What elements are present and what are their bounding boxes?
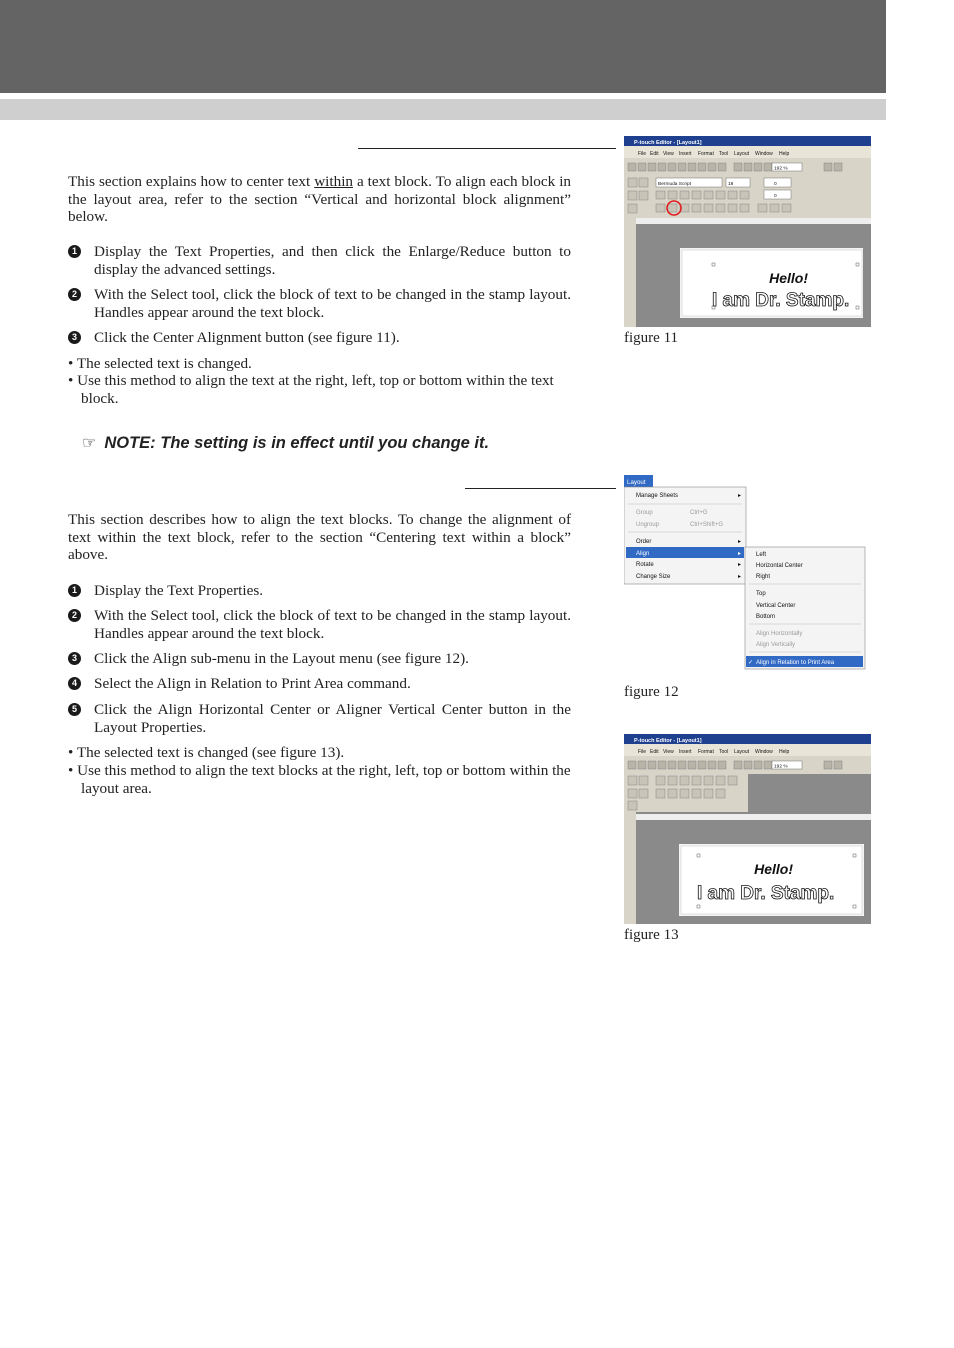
step-number-badge: 1	[68, 584, 81, 597]
section2-bullet-1: • The selected text is changed (see figure 13).	[68, 744, 345, 761]
stamp-line-2: I am Dr. Stamp.	[697, 883, 835, 904]
group-shortcut: Ctrl+G	[690, 510, 708, 516]
submenu-arrow-icon: ▸	[738, 562, 742, 568]
window-title: P-touch Editor - [Layout1]	[634, 738, 702, 744]
figure-13-caption: figure 13	[624, 927, 679, 943]
step-text: Click the Center Alignment button (see figure 11).	[94, 329, 400, 346]
menu-help[interactable]: Help	[779, 749, 790, 755]
submenu-left[interactable]: Left	[756, 552, 767, 558]
step-text: Select the Align in Relation to Print Area command.	[94, 675, 411, 692]
submenu-arrow-icon: ▸	[738, 493, 742, 499]
submenu-bottom[interactable]: Bottom	[756, 614, 776, 620]
submenu-align-horizontally[interactable]: Align Horizontally	[756, 631, 803, 637]
section2-bullet-2: • Use this method to align the text blocks at the right, left, top or bottom within the layout area.	[68, 762, 571, 797]
submenu-horizontal-center[interactable]: Horizontal Center	[756, 563, 803, 569]
pointing-hand-icon: ☞	[82, 435, 97, 452]
menu-view[interactable]: View	[663, 749, 674, 755]
font-size-value: 18	[728, 182, 734, 187]
menu-file[interactable]: File	[638, 151, 647, 157]
step-text: With the Select tool, click the block of text to be changed in the stamp layout. Handles appear around the text block.	[94, 607, 571, 642]
stamp-line-2: I am Dr. Stamp.	[712, 290, 850, 311]
menu-file[interactable]: File	[638, 749, 647, 755]
step-number-badge: 2	[68, 609, 81, 622]
step-number-badge: 5	[68, 703, 81, 716]
step-text: With the Select tool, click the block of text to be changed in the stamp layout. Handles appear around the text block.	[94, 286, 571, 321]
submenu-arrow-icon: ▸	[738, 551, 742, 557]
note	[82, 433, 489, 453]
section2-step-3	[68, 650, 571, 668]
section1-title-rule	[358, 148, 616, 149]
section2-step-1	[68, 582, 571, 600]
menu-layout[interactable]: Layout	[734, 151, 750, 157]
section1-step-2	[68, 286, 571, 321]
window-title: P-touch Editor - [Layout1]	[634, 140, 702, 146]
page-header-bar	[0, 0, 886, 93]
menu-format[interactable]: Format	[698, 151, 714, 157]
note-text: NOTE: The setting is in effect until you change it.	[104, 434, 490, 452]
step-number-badge: 2	[68, 288, 81, 301]
spin-a-value[interactable]: 0	[774, 182, 777, 187]
menu-item-group[interactable]: Group	[636, 510, 653, 516]
section2-step-4	[68, 675, 571, 693]
menu-tool[interactable]: Tool	[719, 151, 729, 157]
figure-11-screenshot	[624, 136, 871, 327]
submenu-arrow-icon: ▸	[738, 539, 742, 545]
section2-step-2	[68, 607, 571, 642]
figure-12-caption: figure 12	[624, 684, 679, 700]
font-name-value: Bermuda Script	[658, 182, 692, 187]
section1-step-1	[68, 243, 571, 278]
menu-view[interactable]: View	[663, 151, 674, 157]
menu-item-manage-sheets[interactable]: Manage Sheets	[636, 493, 679, 499]
step-number-badge: 1	[68, 245, 81, 258]
spin-b-value[interactable]: 0	[774, 194, 777, 199]
layout-menu-title[interactable]: Layout	[627, 479, 646, 486]
menu-edit[interactable]: Edit	[650, 151, 659, 157]
menu-item-order[interactable]: Order	[636, 539, 652, 545]
section1-step-3	[68, 329, 571, 347]
menu-insert[interactable]: Insert	[679, 151, 692, 157]
submenu-vertical-center[interactable]: Vertical Center	[756, 603, 796, 609]
menu-edit[interactable]: Edit	[650, 749, 659, 755]
within-emphasis: within	[314, 173, 354, 190]
zoom-value[interactable]: 192 %	[774, 166, 788, 172]
submenu-right[interactable]: Right	[756, 574, 771, 580]
menu-window[interactable]: Window	[755, 749, 773, 755]
menu-item-rotate[interactable]: Rotate	[636, 562, 654, 568]
check-mark-icon: ✓	[748, 660, 754, 666]
step-text: Display the Text Properties.	[94, 582, 264, 599]
menu-item-align[interactable]: Align	[636, 551, 650, 557]
section1-bullet-2: • Use this method to align the text at the right, left, top or bottom within the text block.	[68, 372, 554, 407]
submenu-align-in-relation-to-print-area[interactable]: Align in Relation to Print Area	[756, 660, 835, 666]
section-title-bar	[0, 99, 886, 120]
ungroup-shortcut: Ctrl+Shift+G	[690, 522, 724, 528]
section2-step-5	[68, 701, 571, 736]
step-number-badge: 4	[68, 677, 81, 690]
submenu-arrow-icon: ▸	[738, 574, 742, 580]
figure-13-screenshot	[624, 734, 871, 924]
menu-help[interactable]: Help	[779, 151, 790, 157]
zoom-value[interactable]: 192 %	[774, 764, 788, 770]
menu-item-ungroup[interactable]: Ungroup	[636, 522, 660, 528]
step-text: Click the Align sub-menu in the Layout menu (see figure 12).	[94, 650, 469, 667]
stamp-line-1: Hello!	[769, 270, 808, 286]
section2-intro: This section describes how to align the text blocks. To change the alignment of text within the text block, refer to the section “Centering text within a block” above.	[68, 511, 571, 563]
section2-title-rule	[465, 488, 616, 489]
step-number-badge: 3	[68, 331, 81, 344]
section1-intro: This section explains how to center text within a text block. To align each block in the layout area, refer to the section “Vertical and horizontal block alignment” below.	[68, 173, 572, 225]
step-text: Click the Align Horizontal Center or Aligner Vertical Center button in the Layout Properties.	[94, 701, 571, 736]
menu-insert[interactable]: Insert	[679, 749, 692, 755]
submenu-align-vertically[interactable]: Align Vertically	[756, 642, 796, 648]
figure-12-screenshot	[624, 475, 867, 671]
menu-format[interactable]: Format	[698, 749, 714, 755]
menu-layout[interactable]: Layout	[734, 749, 750, 755]
menu-window[interactable]: Window	[755, 151, 773, 157]
stamp-line-1: Hello!	[754, 861, 793, 877]
menu-tool[interactable]: Tool	[719, 749, 729, 755]
menu-item-change-size[interactable]: Change Size	[636, 574, 671, 580]
section1-bullet-1: • The selected text is changed.	[68, 355, 252, 372]
step-text: Display the Text Properties, and then click the Enlarge/Reduce button to display the advanced settings.	[94, 243, 571, 278]
submenu-top[interactable]: Top	[756, 591, 766, 597]
figure-11-caption: figure 11	[624, 330, 679, 346]
step-number-badge: 3	[68, 652, 81, 665]
